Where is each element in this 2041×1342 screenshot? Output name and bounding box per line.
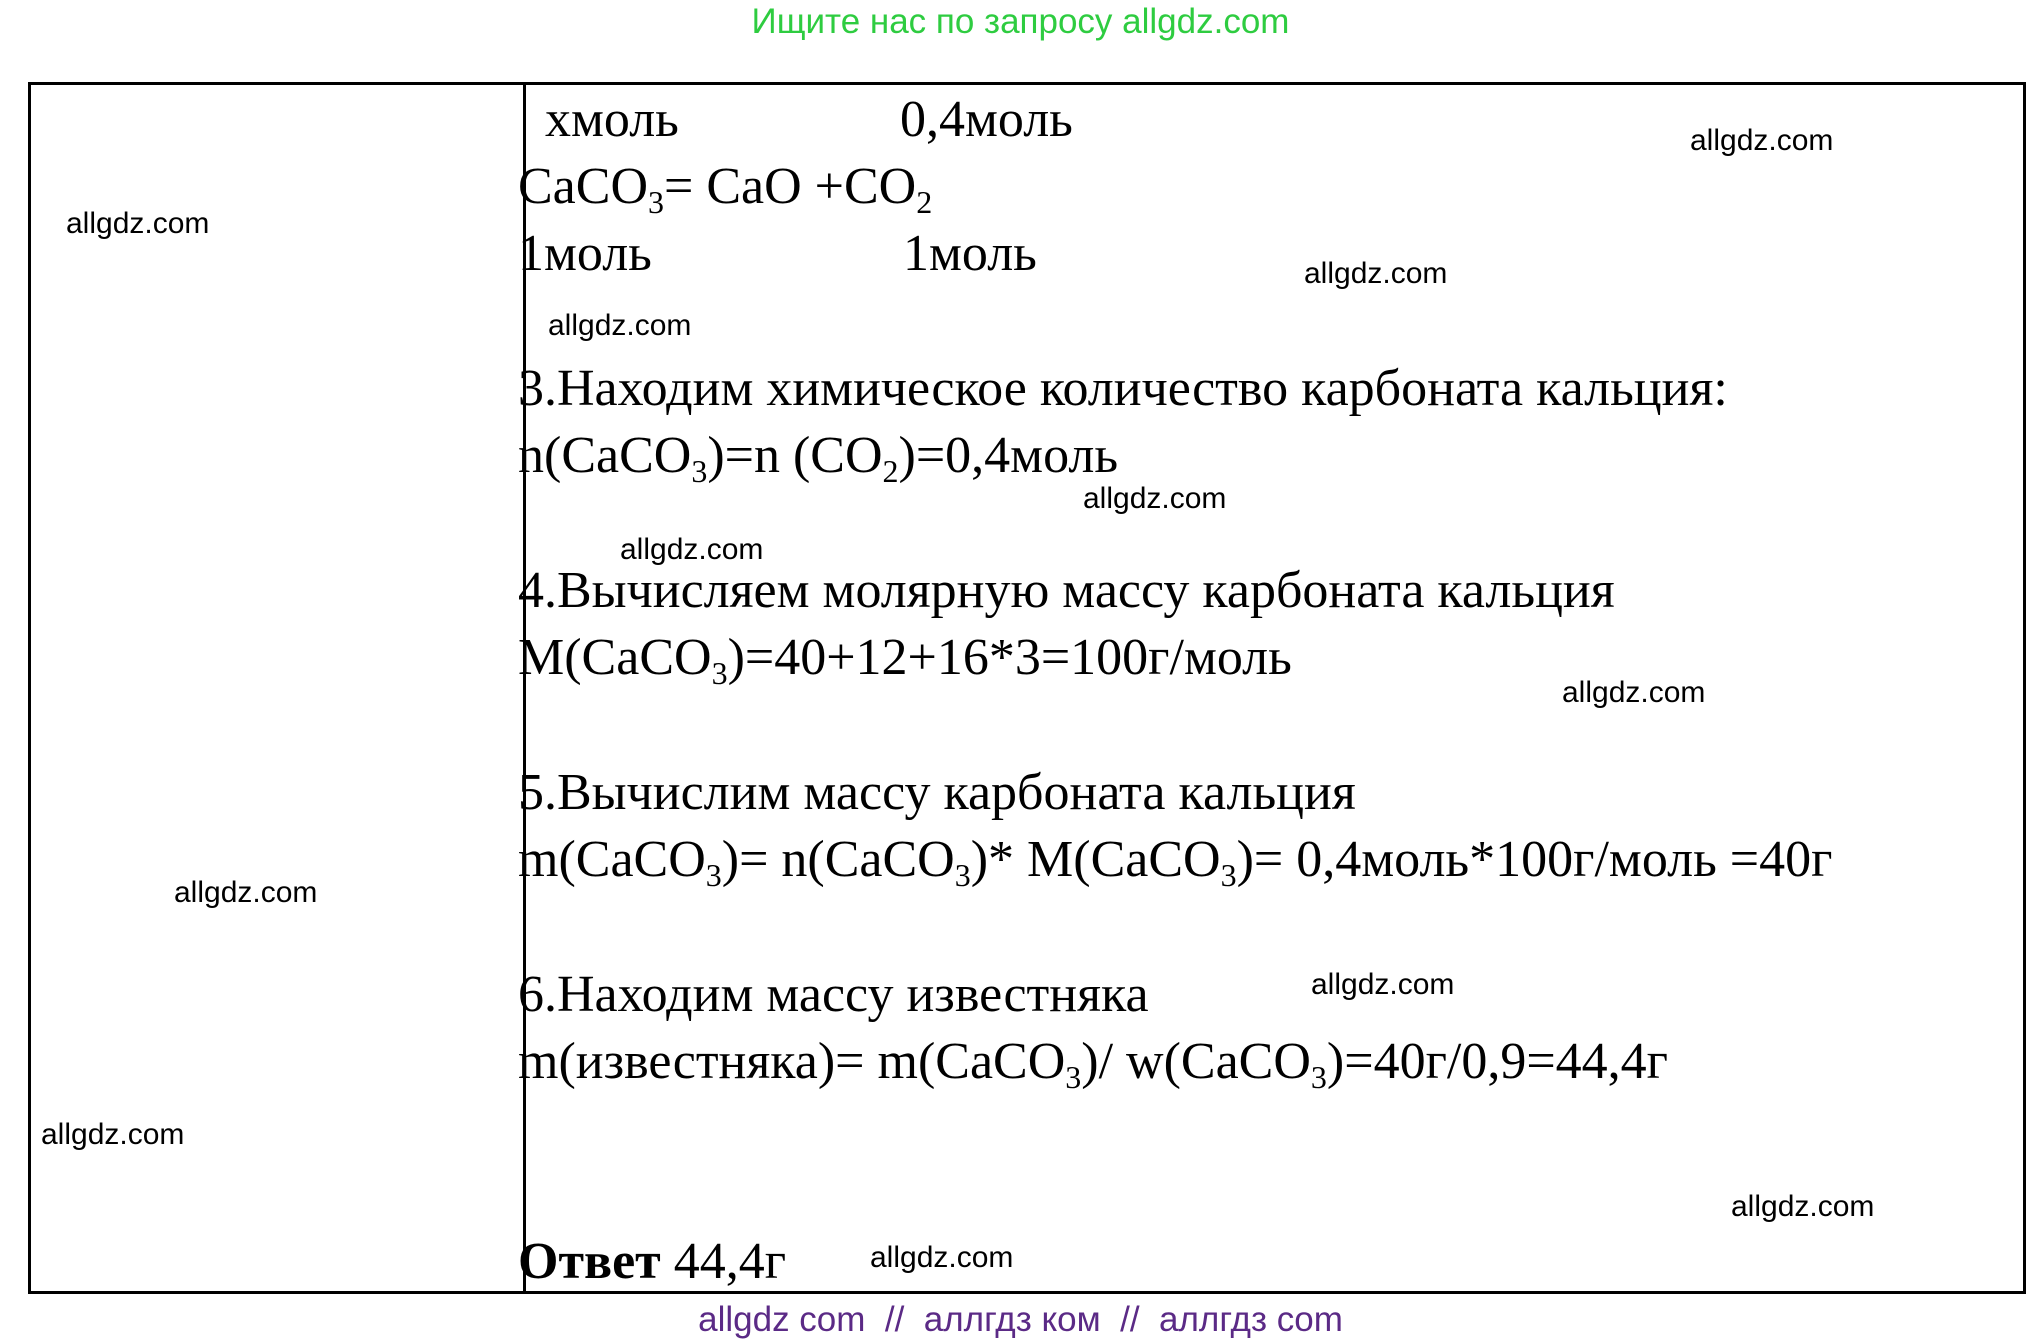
mol-x-label: хмоль: [545, 91, 679, 148]
bottom-banner-link[interactable]: allgdz com // аллгдз ком // аллгдз com: [698, 1300, 1343, 1339]
watermark: allgdz.com: [1311, 968, 1455, 1001]
mol-co2-label: 0,4моль: [900, 91, 1073, 148]
step-4-formula: M(CaCO$_3$)=40+12+16*3=100г/моль: [518, 629, 1292, 691]
step-6-title: 6.Находим массу известняка: [518, 966, 1149, 1023]
answer-value: 44,4г: [660, 1233, 787, 1290]
watermark: allgdz.com: [620, 533, 764, 566]
step-5-title: 5.Вычислим массу карбоната кальция: [518, 764, 1356, 821]
watermark: allgdz.com: [548, 309, 692, 342]
step-3-formula: n(CaCO$_3$)=n $(CO_2)=0,4моль$: [518, 427, 1119, 489]
watermark: allgdz.com: [1731, 1190, 1875, 1223]
step-5-formula: m(CaCO$_3$)= n(CaCO$_3$)* M(CaCO$_3$)= 0,4моль*100г/моль =40г: [518, 831, 1833, 893]
mol-co2-coef: 1моль: [903, 225, 1037, 282]
watermark: allgdz.com: [66, 207, 210, 240]
watermark: allgdz.com: [41, 1118, 185, 1151]
mol-caco3-coef: 1моль: [518, 225, 652, 282]
step-4-title: 4.Вычисляем молярную массу карбоната кальция: [518, 562, 1615, 619]
watermark: allgdz.com: [1690, 124, 1834, 157]
watermark: allgdz.com: [870, 1241, 1014, 1274]
answer-label: Ответ: [518, 1233, 661, 1290]
watermark: allgdz.com: [1083, 482, 1227, 515]
step-6-formula: m(известняка)= m(CaCO$_3$)/ w(CaCO$_3$)=40г/0,9=44,4г: [518, 1033, 1668, 1095]
watermark: allgdz.com: [174, 876, 318, 909]
answer-line: [518, 1233, 787, 1290]
step-3-title: 3.Находим химическое количество карбоната кальция:: [518, 360, 1728, 417]
watermark: allgdz.com: [1562, 676, 1706, 709]
top-banner-link[interactable]: Ищите нас по запросу allgdz.com: [751, 2, 1290, 41]
watermark: allgdz.com: [1304, 257, 1448, 290]
reaction-equation: CaCO$_3$= CaO $+CO_2$: [518, 158, 933, 220]
